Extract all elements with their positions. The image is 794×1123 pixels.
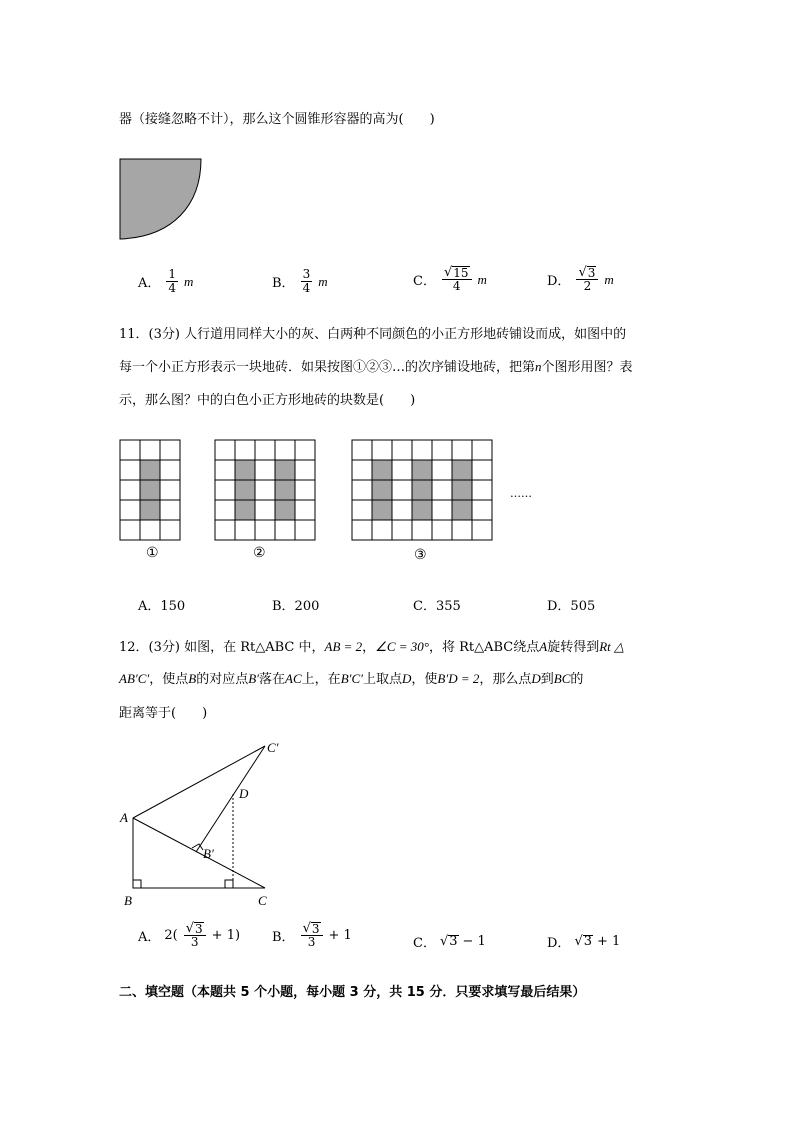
text: 上，在 [301, 672, 341, 687]
tile-grid-2 [215, 440, 315, 540]
label-b-prime: B′ [203, 846, 214, 861]
q12-option-a[interactable] [138, 922, 240, 949]
q12-line-3: 距离等于( ) [119, 706, 208, 721]
caption-1: ① [146, 545, 159, 561]
point-d: D [402, 671, 412, 686]
text: 旋转得到 [547, 640, 600, 655]
denominator: 4 [302, 281, 311, 295]
text: ，使 [411, 672, 438, 687]
fraction [301, 268, 313, 295]
text: − 1 [462, 934, 486, 949]
text: ，将 Rt△ABC绕点 [428, 640, 540, 655]
text: 12．(3分) 如图，在 Rt△ABC 中， [119, 640, 325, 655]
q12-line-2 [119, 668, 583, 687]
expr-rt: Rt △ [599, 639, 625, 654]
q10-option-c[interactable] [413, 266, 487, 293]
q11-line-3: 示，那么图？中的白色小正方形地砖的块数是( ) [119, 393, 416, 408]
point-b-prime: B′ [248, 671, 260, 686]
unit: m [604, 271, 614, 287]
denominator: 4 [168, 281, 177, 295]
sqrt: √ 3 [574, 934, 593, 949]
q12-line-1 [119, 636, 624, 655]
denominator: 3 [307, 935, 316, 949]
q11-option-a[interactable] [138, 595, 185, 614]
radicand: 3 [195, 922, 203, 936]
unit: m [477, 271, 487, 287]
option-label: C． [413, 274, 436, 289]
expr-triangle: AB′C′ [119, 671, 150, 686]
q11-option-c[interactable] [413, 595, 461, 614]
q11-line-1: 11．(3分) 人行道用同样大小的灰、白两种不同颜色的小正方形地砖铺设而成，如图中的 [119, 327, 627, 342]
q11-option-b[interactable] [272, 595, 319, 614]
fraction [442, 266, 472, 293]
sqrt: √ 3 [439, 934, 458, 949]
segment-bc-prime: B′C′ [340, 671, 363, 686]
text: 落在 [259, 672, 286, 687]
numerator: √ 3 [301, 922, 323, 936]
q11-option-d[interactable] [547, 595, 595, 614]
option-text: B．200 [272, 599, 320, 614]
option-label: A． [138, 930, 161, 945]
text: 每一个小正方形表示一块地砖．如果按图①②③…的次序铺设地砖，把第 [119, 360, 536, 375]
radicand: 3 [449, 934, 458, 949]
point-b: B [188, 671, 197, 686]
text: 的对应点 [196, 672, 249, 687]
fraction [166, 268, 178, 295]
label-b: B [124, 893, 132, 908]
label-c-prime: C′ [267, 740, 279, 755]
variable-n: n [535, 359, 542, 374]
denominator: 4 [452, 279, 461, 293]
denominator: 3 [190, 935, 199, 949]
unit: m [318, 273, 328, 289]
numerator: √ 3 [184, 922, 206, 936]
denominator: 2 [583, 279, 592, 293]
option-label: B． [272, 930, 295, 945]
label-a: A [120, 810, 128, 825]
q10-text: 器（接缝忽略不计），那么这个圆锥形容器的高为( ) [119, 112, 435, 127]
numerator: 1 [168, 267, 177, 281]
fraction [576, 266, 598, 293]
q10-option-b[interactable] [272, 268, 328, 295]
text: 个图形用图？表 [541, 360, 633, 375]
tile-grids-figure [118, 438, 498, 542]
point-a: A [539, 639, 548, 654]
option-label: A． [138, 276, 161, 291]
option-text: A．150 [138, 599, 186, 614]
caption-3: ③ [414, 547, 427, 563]
text: 到 [540, 672, 554, 687]
sector-figure [118, 157, 208, 243]
text: 上取点 [363, 672, 403, 687]
expr-ab: AB = 2 [324, 639, 363, 654]
section-heading: 二、填空题（本题共 5 个小题，每小题 3 分，共 15 分．只要求填写最后结果） [119, 985, 586, 1000]
segment-bc: BC [553, 671, 571, 686]
numerator: √ 15 [442, 266, 472, 280]
text: ，那么点 [479, 672, 532, 687]
radicand: 3 [311, 922, 320, 936]
radicand: 3 [583, 934, 593, 949]
radicand: 15 [453, 266, 469, 280]
q11-line-2 [119, 356, 633, 375]
tile-grid-1 [120, 440, 180, 540]
q10-option-d[interactable] [547, 266, 614, 293]
caption-2: ② [253, 545, 266, 561]
option-label: D． [547, 274, 571, 289]
label-d: D [239, 786, 249, 801]
label-c: C [258, 893, 267, 908]
text: ， [362, 640, 376, 655]
text: + 1 [328, 928, 352, 943]
grid-ellipsis: …… [510, 487, 532, 500]
q12-option-c[interactable] [413, 932, 486, 951]
option-text: C．355 [413, 599, 461, 614]
expr-bd: B′D = 2 [437, 671, 480, 686]
tile-grid-3 [352, 440, 492, 540]
q12-option-d[interactable] [547, 932, 620, 951]
option-label: C． [413, 936, 436, 951]
text: + 1) [211, 928, 241, 943]
segment-ac: AC [285, 671, 302, 686]
fraction [301, 922, 323, 949]
text: + 1 [597, 934, 621, 949]
option-label: B． [272, 276, 295, 291]
numerator: 3 [302, 267, 311, 281]
text: 的 [570, 672, 584, 687]
option-text: D．505 [547, 599, 596, 614]
text: ，使点 [149, 672, 189, 687]
q10-option-a[interactable] [138, 268, 193, 295]
q12-option-b[interactable] [272, 922, 352, 949]
radicand: 3 [587, 266, 596, 280]
point-d: D [531, 671, 541, 686]
triangle-figure [115, 738, 295, 913]
fraction [184, 922, 206, 949]
numerator: √ 3 [576, 266, 598, 280]
unit: m [184, 273, 194, 289]
text: 2( [164, 928, 178, 943]
expr-angle: ∠C = 30° [375, 639, 429, 654]
option-label: D． [547, 936, 571, 951]
